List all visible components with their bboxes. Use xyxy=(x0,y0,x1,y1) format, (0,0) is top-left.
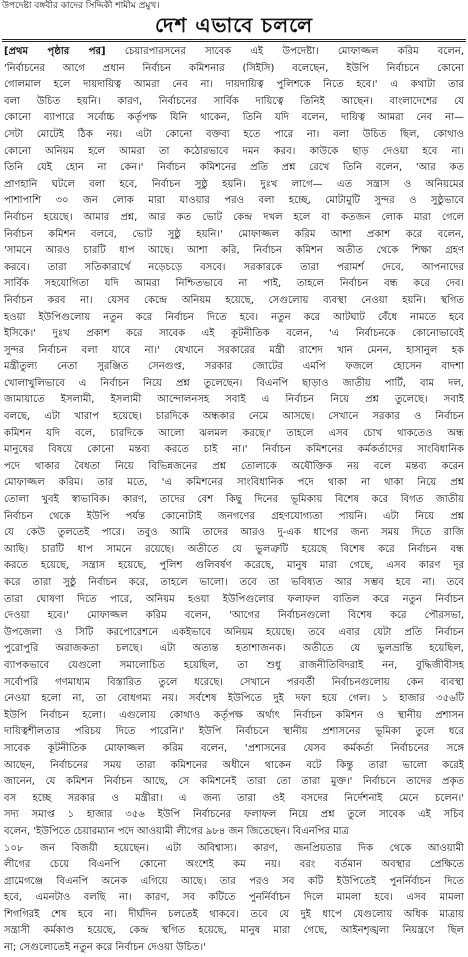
article-line-text: করতে হয়েছে, সন্ত্রাস হয়েছে, পুলিশ গুলিবর্ষণ করেছে, মানুষ মারা গেছে, এসব কারণ দূর xyxy=(4,560,464,572)
article-line-text: খোলাখুলিভাবে এ নির্বাচন নিয়ে প্রশ্ন তুলেছেন। বিএনপি ছাড়াও জাতীয় পার্টি, বাম দল, xyxy=(4,377,464,389)
article-line xyxy=(4,824,464,841)
article-line xyxy=(4,376,464,393)
article-line xyxy=(4,708,464,725)
article-line xyxy=(4,227,464,244)
article-line-text: দেওয়া হবে।' মোফাজ্জল করিম বলেন, 'আগের নির্বাচনগুলো বিশেষ করে পৌরসভা, xyxy=(4,610,464,622)
article-line xyxy=(4,61,464,78)
article-line-text: 'নির্বাচনের আগে প্রধান নির্বাচন কমিশনার (সিইসি) বলেছেন, ইউপি নির্বাচনে কোনো xyxy=(4,62,464,74)
article-line xyxy=(4,210,464,227)
article-line-text: শিগগিরই শেষ হবে না। দীর্ঘদিন চলতেই থাকবে। তবে যে দুই ধাপে যেগুলোয় অধিক মাত্রায় xyxy=(4,908,464,920)
article-line xyxy=(4,442,464,459)
article-line-text: কমিশন যদি বলে, চারদিকে আলো ঝলমল করছে।' তাহলে এসব চোখ থাকতেও অন্ধ xyxy=(4,427,464,439)
article-line xyxy=(4,144,464,161)
article-line-text: তোলা খুবই স্বাভাবিক। কারণ, তাদের বেশ কিছু দিনের ভূমিকায় বিশেষ করে বিগত জাতীয় xyxy=(4,494,464,506)
article-line-text: যে কেউ তুলতেই পারে। তবুও আমি তাদের আরও দু-এক ধাপের জন্য সময় দিতে রাজি xyxy=(4,527,464,539)
article-line-text: সেটা মোটেই ঠিক নয়। এটা কোনো বক্তব্য হতে পারে না। বলা উচিত ছিল, কোথাও xyxy=(4,128,464,140)
article-line-text: দায়িত্বশীলতার পরিচয় দিতে পারেনি।' ইউপি নির্বাচনে স্থানীয় প্রশাসনের ভূমিকা তুলে ধরে xyxy=(4,726,464,738)
article-line xyxy=(4,658,464,675)
article-line xyxy=(4,575,464,592)
article-line-text: নির্বাচন করব না। যেসব কেন্দ্রে অনিয়ম হয়েছে, সেগুলোয় ব্যবস্থা নেওয়া হয়নি। স্থগিত xyxy=(4,294,464,306)
article-line xyxy=(4,459,464,476)
article-line-text: চেয়ারপারসনের সাবেক এই উপদেষ্টা। মোফাজ্জল করিম বলেন, xyxy=(105,46,464,57)
article-line xyxy=(4,724,464,741)
headline-divider xyxy=(2,39,466,40)
article-line xyxy=(4,807,464,824)
article-line-text: বলছে, এটা খারাপ হয়েছে। চারদিকে অন্ধকার নেমে আসছে। সেখানে সরকার ও নির্বাচন xyxy=(4,411,464,423)
article-line xyxy=(4,177,464,194)
article-line xyxy=(4,758,464,775)
article-line-text: নির্বাচন থেকে ইউপি পর্যন্ত কোনোটাই জনগণের গ্রহণযোগ্যতা পায়নি। এটা নিয়ে প্রশ্ন xyxy=(4,510,464,522)
article-line-text: পাশাপাশি ৩০ জন লোক মারা যাওয়ার পরও বলা হচ্ছে, মোটামুটি সুন্দর ও সুষ্ঠুভাবে xyxy=(4,195,464,207)
article-line-text: লীগের চেয়ে বিএনপি কোনো অংশেই কম নয়। বরং বর্তমান অবস্থার প্রেক্ষিতে xyxy=(4,859,464,871)
article-line-text: নির্বাচন কমিশন বলবে, ভোট সুষ্ঠু হয়নি।' মোফাজ্জল করিম আশা প্রকাশ করে বলেন, xyxy=(4,228,464,240)
article-line-text: বলেন, 'ইউপিতে চেয়ারম্যান পদে আওয়ামী লীগের ৯৮৪ জন জিতেছেন। বিএনপির মাত্র xyxy=(4,825,349,837)
article-line-text: গোলমাল হলে দায়দায়িত্ব আমরা নেব না। দায়দায়িত্ব পুলিশকে নিতে হবে।' এ কথাটা তার xyxy=(4,79,464,91)
article-line xyxy=(4,326,464,343)
article-line xyxy=(4,874,464,891)
article-line-text: কোনো অনিয়ম হলে আমরা তা কঠোরভাবে দমন করব। কাউকে ছাড় দেওয়া হবে না। xyxy=(4,145,464,157)
article-line xyxy=(4,426,464,443)
article-line-text: পদে থাকার বৈধতা নিয়ে বিভিন্নজনের প্রশ্ন তোলাকে অযৌক্তিক নয় বলে মন্তব্য করেন xyxy=(4,460,464,472)
article-line-text: জামায়াতে ইসলামী, ইসলামী আন্দোলনসহ সবাই এ নির্বাচন নিয়ে প্রশ্ন তুলেছে। সবাই xyxy=(4,394,464,406)
article-line-text: নির্বাচন হয়েছে। আমার প্রশ্ন, আর কত ভোট কেন্দ্র দখল হলে বা কতজন লোক মারা গেলে xyxy=(4,211,464,223)
article-line xyxy=(4,857,464,874)
article-line xyxy=(4,774,464,791)
article-line xyxy=(4,741,464,758)
article-line xyxy=(4,475,464,492)
article-line xyxy=(4,907,464,924)
article-line-text: জানেন, যে কমিশন নির্বাচন আছে, সে কমিশনেই তারা তো তারা মুক্ত।' নির্বাচনে তাদের প্রকৃত xyxy=(4,776,464,788)
article-line-text: নেওয়া হলো না, তা বোধগম্য নয়। সর্বশেষ ইউপিতে দুই দফা হয়ে গেল। ১ হাজার ৩৫৬টি xyxy=(4,693,464,705)
article-line-text: বলা উচিত হয়নি। কারণ, নির্বাচনের সার্বিক দায়িত্বে তিনিই আছেন। বাংলাদেশের যে xyxy=(4,95,464,107)
article-line-text: ইউপি নির্বাচন হলো। এগুলোয় কোথাও কর্তৃপক্ষ অর্থাৎ নির্বাচন কমিশন ও স্থানীয় প্রশাসন xyxy=(4,709,464,721)
article-line xyxy=(4,558,464,575)
article-line-text: ইসিকে।' দুঃখ প্রকাশ করে সাবেক এই কূটনীতিক বলেন, 'এ নির্বাচনকে কোনোভাবেই xyxy=(4,328,464,340)
article-line-text: তিনি যেই হোন না কেন।' নির্বাচন কমিশনের প্রতি প্রশ্ন রেখে তিনি বলেন, 'আর কত xyxy=(4,162,464,174)
article-line-text: মন্ত্রীতুল্য নেতা সুরঞ্জিত সেনগুপ্ত, সরকার জোটের এমপি ফজলে হোসেন বাদশা xyxy=(4,361,464,373)
article-line-text: সন্ত্রাসী কর্মকাণ্ড হয়েছে, কেন্দ্র স্থগিত হয়েছে, মানুষ মারা গেছে, আইনশৃঙ্খলা নিয়ন্ত্রণে ছিল xyxy=(4,925,464,937)
article-line xyxy=(4,542,464,559)
article-line xyxy=(4,675,464,692)
article-line-text: করে তারা সুষ্ঠু নির্বাচন করে, তাহলে ভালো। তবে তা ভবিষ্যত আর সম্ভব হবে না। তবে xyxy=(4,577,464,588)
previous-article-fragment: উপদেষ্টা বঙ্গবীর কাদের সিদ্দিকী শামীম প্রমুখ। xyxy=(2,1,160,11)
article-line-text: হবে, এমনটাও বলছি না। কারণ, সব কটিতে পুনর্নির্বাচন দিলে মামলা হবে। এসব মামলা xyxy=(4,892,464,904)
article-line xyxy=(4,592,464,609)
article-line xyxy=(4,392,464,409)
article-line-text: আছেন, নির্বাচনের সময় তারা কমিশনের অধীনে থাকেন বটে কিন্তু তারা ভালো করেই xyxy=(4,759,464,771)
article-line xyxy=(4,293,464,310)
article-line xyxy=(4,193,464,210)
article-line-text: গ্রামেগঞ্জে বিএনপি অনেক এগিয়ে আছে। তার পরও সব কটি ইউপিতেই পুনর্নির্বাচন দিতে xyxy=(4,875,464,887)
article-line-text: হওয়া ইউপিগুলোয় নতুন করে নির্বাচন দিতে হবে। নতুন করে আটঘাট বেঁধে নামতে হবে xyxy=(4,311,464,323)
article-line xyxy=(4,691,464,708)
article-line xyxy=(4,940,464,957)
article-line xyxy=(4,94,464,111)
article-line-text: পুরোপুরি অরাজকতা চলছে। এটা অত্যন্ত হতাশাজনক। অতীতে যে ভুলভ্রান্তি হয়েছিল, xyxy=(4,643,464,655)
article-line xyxy=(4,276,464,293)
article-line-text: কোনো ব্যাপারে সর্বোচ্চ কর্তৃপক্ষ যিনি থাকেন, তিনি যদি বলেন, দায়িত্ব আমরা নেব না— xyxy=(4,112,464,124)
article-line-text: সাবেক কূটনীতিক মোফাজ্জল করিম বলেন, 'প্রশাসনের যেসব কর্মকর্তা নির্বাচনের সঙ্গে xyxy=(4,742,464,754)
article-body xyxy=(4,44,464,954)
article-line xyxy=(4,492,464,509)
article-line xyxy=(4,127,464,144)
article-line xyxy=(4,525,464,542)
article-line-text: সদ্য সমাপ্ত ১ হাজার ৩৫৬ ইউপি নির্বাচনের ফলাফল নিয়ে প্রশ্ন তুলে সাবেক এই সচিব xyxy=(4,809,464,821)
article-line xyxy=(4,409,464,426)
article-line-text: মানুষের বিষয়ে কোনো মন্তব্য করতে চাই না।' নির্বাচন কমিশনের কর্মকর্তাদের সাংবিধানিক xyxy=(4,444,464,456)
article-line xyxy=(4,509,464,526)
article-line-text: ১০৮ জন বিজয়ী হয়েছেন। এটা অবিশ্বাস্য। কারণ, জনপ্রিয়তার দিক থেকে আওয়ামী xyxy=(4,842,464,854)
article-line-text: বস হচ্ছে সরকার ও মন্ত্রীরা। এ জন্য তারা ওই বসদের নির্দেশনাই মেনে চলেন।' xyxy=(4,792,464,804)
article-line xyxy=(4,243,464,260)
article-line xyxy=(4,923,464,940)
article-line-text: সার্বিক সহযোগিতা যদি আমরা নিশ্চিতভাবে না পাই, তাহলে নির্বাচন বন্ধ করে দেব। xyxy=(4,278,464,290)
article-line-text: প্রাণহানি ঘটলে বলা হবে, নির্বাচন সুষ্ঠু হয়নি। দুঃখ লাগে— এত সন্ত্রাস ও অনিয়মের xyxy=(4,178,464,190)
article-line xyxy=(4,44,464,61)
article-line-text: আছি। চারটি ধাপ সামনে রয়েছে। অতীতে যে ভুলত্রুটি হয়েছে বিশেষ করে নির্বাচন বন্ধ xyxy=(4,543,464,555)
article-line xyxy=(4,791,464,808)
article-line xyxy=(4,841,464,858)
article-line-text: তারা ঘোষণা দিতে পারে, অনিয়ম হওয়া ইউপিগুলোর ফলাফল বাতিল করে নতুন নির্বাচন xyxy=(4,593,464,605)
article-line-text: উপজেলা ও সিটি করপোরেশনে একইভাবে অনিয়ম হয়েছে। তবে এবার যেটা প্রতি নির্বাচন xyxy=(4,626,464,638)
article-line xyxy=(4,77,464,94)
article-line-text: সুন্দর নির্বাচন বলা যাবে না।' যেখানে সরকারের মন্ত্রী রাশেদ খান মেনন, হাসানুল হক xyxy=(4,344,464,356)
article-line xyxy=(4,260,464,277)
article-line xyxy=(4,310,464,327)
article-line-text: করবে। তারা সতিকারার্থে নড়েচড়ে বসবে। সরকারকে তারা পরামর্শ দেবে, আপনাদের xyxy=(4,261,464,273)
article-line-text: 'সামনে আরও চারটি ধাপ আছে। আশা করি, নির্বাচন কমিশন অতীত থেকে শিক্ষা গ্রহণ xyxy=(4,245,464,257)
article-line xyxy=(4,608,464,625)
article-line xyxy=(4,343,464,360)
article-headline: দেশ এভাবে চললে xyxy=(154,13,314,37)
article-line xyxy=(4,641,464,658)
article-line xyxy=(4,625,464,642)
article-line xyxy=(4,890,464,907)
headline-divider-double xyxy=(2,41,466,42)
article-lead-marker: [প্রথম পৃষ্ঠার পর] xyxy=(4,46,106,57)
article-line xyxy=(4,359,464,376)
article-line xyxy=(4,110,464,127)
article-line-text: না; সেগুলোতেই নতুন করে নির্বাচন দেওয়া উচিত।' xyxy=(4,942,206,954)
article-line-text: সর্বোপরি গণমাধ্যম বিস্তারিত তুলে ধরেছে। সেখানে পরবর্তী নির্বাচনগুলোয় কেন ব্যবস্থা xyxy=(4,676,464,688)
article-line-text: ব্যাপকভাবে যেগুলো সমালোচিত হয়েছিল, তা শুধু রাজনীতিবিদরাই নন, বুদ্ধিজীবীসহ xyxy=(4,659,464,671)
article-line-text: মোফাজ্জল করিম। তার মতে, 'এ কমিশনের সাংবিধানিক পদে থাকা না থাকা নিয়ে প্রশ্ন xyxy=(4,477,464,489)
article-line xyxy=(4,160,464,177)
